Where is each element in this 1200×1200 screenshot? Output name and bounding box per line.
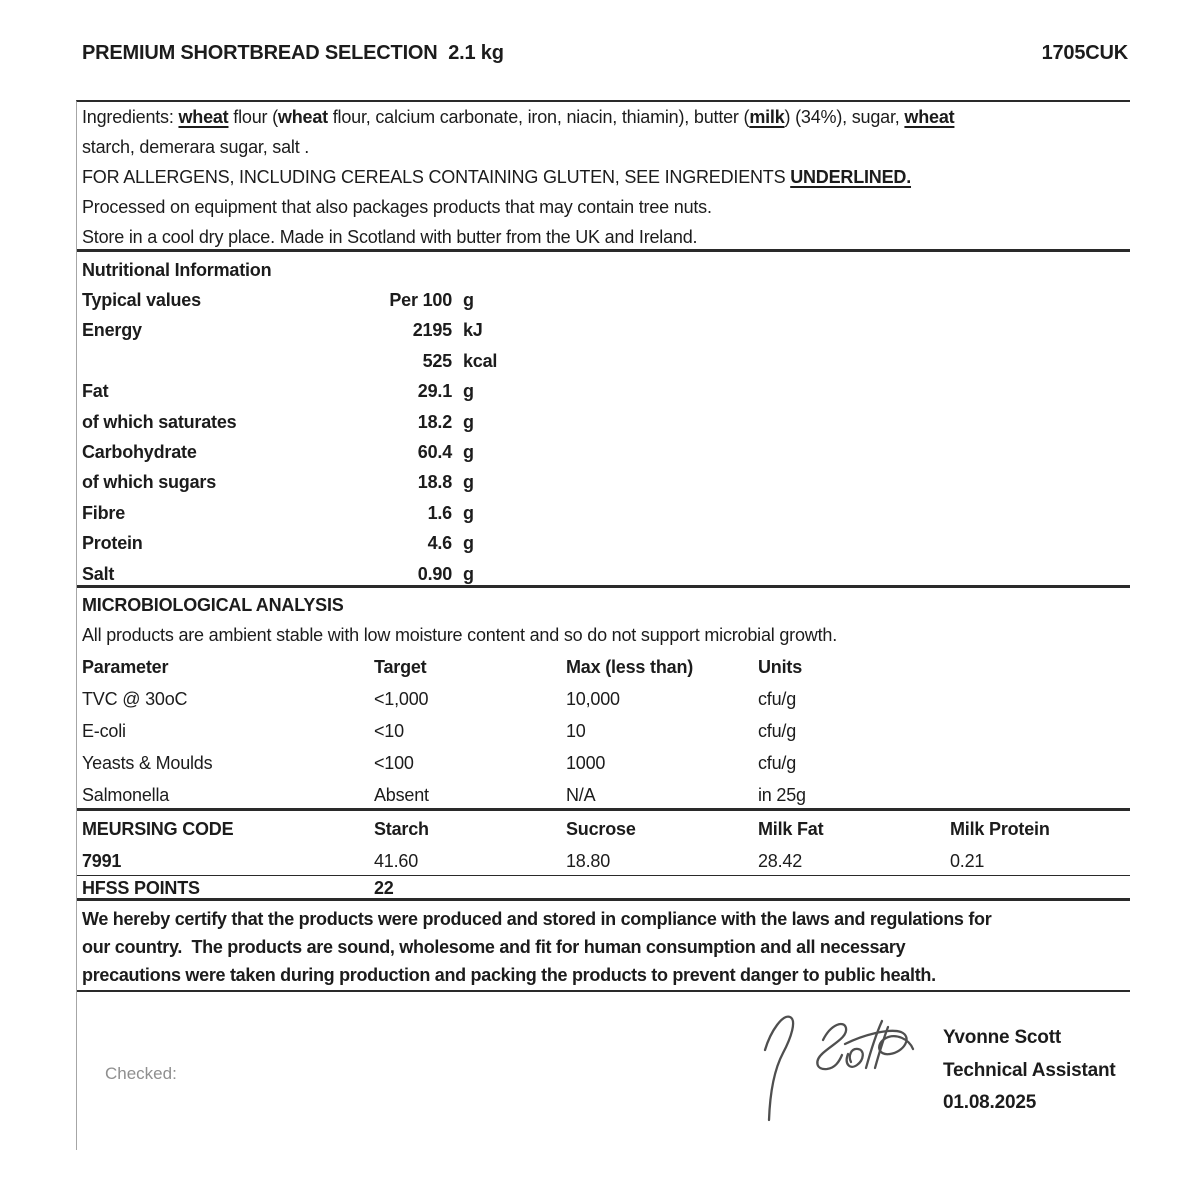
signature-scribble-icon (737, 1006, 922, 1128)
document-body (76, 100, 1130, 1150)
microbiology-title: MICROBIOLOGICAL ANALYSIS (82, 595, 344, 615)
col-header-sucrose: Sucrose (566, 819, 636, 839)
nutrient-value: 18.8 (417, 472, 452, 493)
max: 1000 (566, 753, 606, 773)
nutrition-header-value: Per 100 (389, 290, 452, 310)
max: N/A (566, 785, 596, 805)
certification-line: precautions were taken during production and packing the products to prevent danger to public health. (82, 965, 936, 985)
nutrient-value: 525 (422, 350, 452, 371)
microbiology-row (82, 715, 1130, 747)
col-header-starch: Starch (374, 819, 429, 839)
hfss-row (82, 876, 1130, 901)
nutrient-label: Carbohydrate (82, 442, 197, 463)
nutrient-value: 4.6 (427, 533, 452, 554)
nutrient-label (82, 346, 382, 376)
hfss-points-value: 22 (374, 878, 394, 898)
ingredients-text: flour, calcium carbonate, iron, niacin, thiamin), butter ( (327, 107, 750, 127)
checked-label: Checked: (105, 1064, 177, 1083)
nutrient-unit: g (463, 442, 474, 463)
microbiology-note: All products are ambient stable with low moisture content and so do not support microbial growth. (82, 625, 837, 645)
nutrition-row (82, 498, 1130, 528)
signoff-section (77, 992, 1130, 1150)
nutrition-row (82, 467, 1130, 497)
document-header (82, 42, 1128, 65)
nutrient-label: of which saturates (82, 411, 237, 432)
nutrient-unit: g (463, 533, 474, 554)
microbiology-row (82, 683, 1130, 715)
col-header-target: Target (374, 657, 427, 677)
nutrient-value: 1.6 (427, 502, 452, 523)
nutrient-unit: g (463, 472, 474, 493)
allergen-wheat: wheat (904, 107, 955, 127)
nutrient-value: 0.90 (417, 563, 452, 584)
nutrition-row (82, 315, 1130, 345)
nutrition-row (82, 407, 1130, 437)
nutrient-label: Fat (82, 381, 109, 402)
nutrient-label: Protein (82, 533, 143, 554)
meursing-code-value: 7991 (82, 851, 122, 871)
nutrient-unit: kcal (463, 350, 498, 371)
meursing-header-row (82, 813, 1130, 845)
parameter: TVC @ 30oC (82, 689, 188, 709)
microbiology-header-row (82, 651, 1130, 683)
target: Absent (374, 785, 429, 805)
processing-note: Processed on equipment that also packages products that may contain tree nuts. (82, 197, 712, 217)
hfss-section (77, 876, 1130, 901)
ingredients-text: Ingredients: (82, 107, 179, 127)
nutrition-title: Nutritional Information (82, 260, 272, 280)
units: in 25g (758, 785, 806, 805)
ingredients-section (77, 102, 1130, 252)
nutrition-header-label: Typical values (82, 290, 201, 310)
starch-value: 41.60 (374, 851, 419, 871)
sucrose-value: 18.80 (566, 851, 611, 871)
units: cfu/g (758, 721, 797, 741)
nutrient-label: Fibre (82, 502, 126, 523)
hfss-label: HFSS POINTS (82, 878, 200, 898)
target: <10 (374, 721, 404, 741)
milk-protein-value: 0.21 (950, 851, 985, 871)
col-header-max: Max (less than) (566, 657, 694, 677)
nutrition-row (82, 346, 1130, 376)
nutrition-row (82, 559, 1130, 589)
nutrient-label: Salt (82, 563, 115, 584)
max: 10,000 (566, 689, 620, 709)
nutrient-value: 29.1 (417, 381, 452, 402)
ingredients-text: ) (34%), sugar, (784, 107, 905, 127)
nutrient-unit: g (463, 502, 474, 523)
col-header-milk-protein: Milk Protein (950, 819, 1050, 839)
nutrient-value: 18.2 (417, 411, 452, 432)
microbiology-row (82, 747, 1130, 779)
col-header-parameter: Parameter (82, 657, 169, 677)
nutrient-value: 2195 (412, 320, 452, 341)
nutrition-header-row (82, 285, 1130, 315)
certification-line: our country. The products are sound, wholesome and fit for human consumption and all necessary (82, 937, 906, 957)
allergen-statement (82, 162, 1130, 192)
allergen-wheat: wheat (277, 107, 328, 127)
nutrient-label: Energy (82, 320, 142, 341)
meursing-section (77, 811, 1130, 876)
signatory-date: 01.08.2025 (943, 1092, 1037, 1113)
nutrient-unit: g (463, 563, 474, 584)
allergen-wheat: wheat (178, 107, 229, 127)
storage-note: Store in a cool dry place. Made in Scotland with butter from the UK and Ireland. (82, 227, 698, 247)
allergen-underlined-word: UNDERLINED. (790, 167, 912, 187)
col-header-milk-fat: Milk Fat (758, 819, 824, 839)
units: cfu/g (758, 753, 797, 773)
col-header-meursing-code: MEURSING CODE (82, 819, 234, 839)
product-title: PREMIUM SHORTBREAD SELECTION 2.1 kg (82, 42, 504, 64)
target: <1,000 (374, 689, 429, 709)
microbiology-row (82, 779, 1130, 811)
ingredients-text: flour ( (228, 107, 278, 127)
nutrition-row (82, 376, 1130, 406)
parameter: Yeasts & Moulds (82, 753, 213, 773)
parameter: Salmonella (82, 785, 170, 805)
milk-fat-value: 28.42 (758, 851, 803, 871)
nutrition-row (82, 528, 1130, 558)
certification-section (77, 901, 1130, 992)
nutrition-row (82, 437, 1130, 467)
signatory-name: Yvonne Scott (943, 1027, 1061, 1048)
col-header-units: Units (758, 657, 803, 677)
meursing-values-row (82, 845, 1130, 877)
nutrient-label: of which sugars (82, 472, 217, 493)
target: <100 (374, 753, 414, 773)
nutrient-unit: g (463, 411, 474, 432)
nutrition-section (77, 252, 1130, 588)
microbiology-section (77, 588, 1130, 811)
ingredients-line-2: starch, demerara sugar, salt . (82, 137, 310, 157)
product-code: 1705CUK (1041, 42, 1128, 64)
max: 10 (566, 721, 586, 741)
units: cfu/g (758, 689, 797, 709)
nutrient-unit: g (463, 381, 474, 402)
ingredients-line-1 (82, 102, 1130, 132)
certification-line: We hereby certify that the products were produced and stored in compliance with the laws and regulations for (82, 909, 992, 929)
parameter: E-coli (82, 721, 126, 741)
allergen-statement-text: FOR ALLERGENS, INCLUDING CEREALS CONTAINING GLUTEN, SEE INGREDIENTS (82, 167, 791, 187)
signatory-block (943, 1022, 1116, 1120)
nutrient-unit: kJ (463, 320, 483, 341)
signatory-role: Technical Assistant (943, 1059, 1116, 1081)
allergen-milk: milk (749, 107, 785, 127)
nutrition-header-unit: g (463, 290, 474, 310)
nutrient-value: 60.4 (417, 442, 452, 463)
